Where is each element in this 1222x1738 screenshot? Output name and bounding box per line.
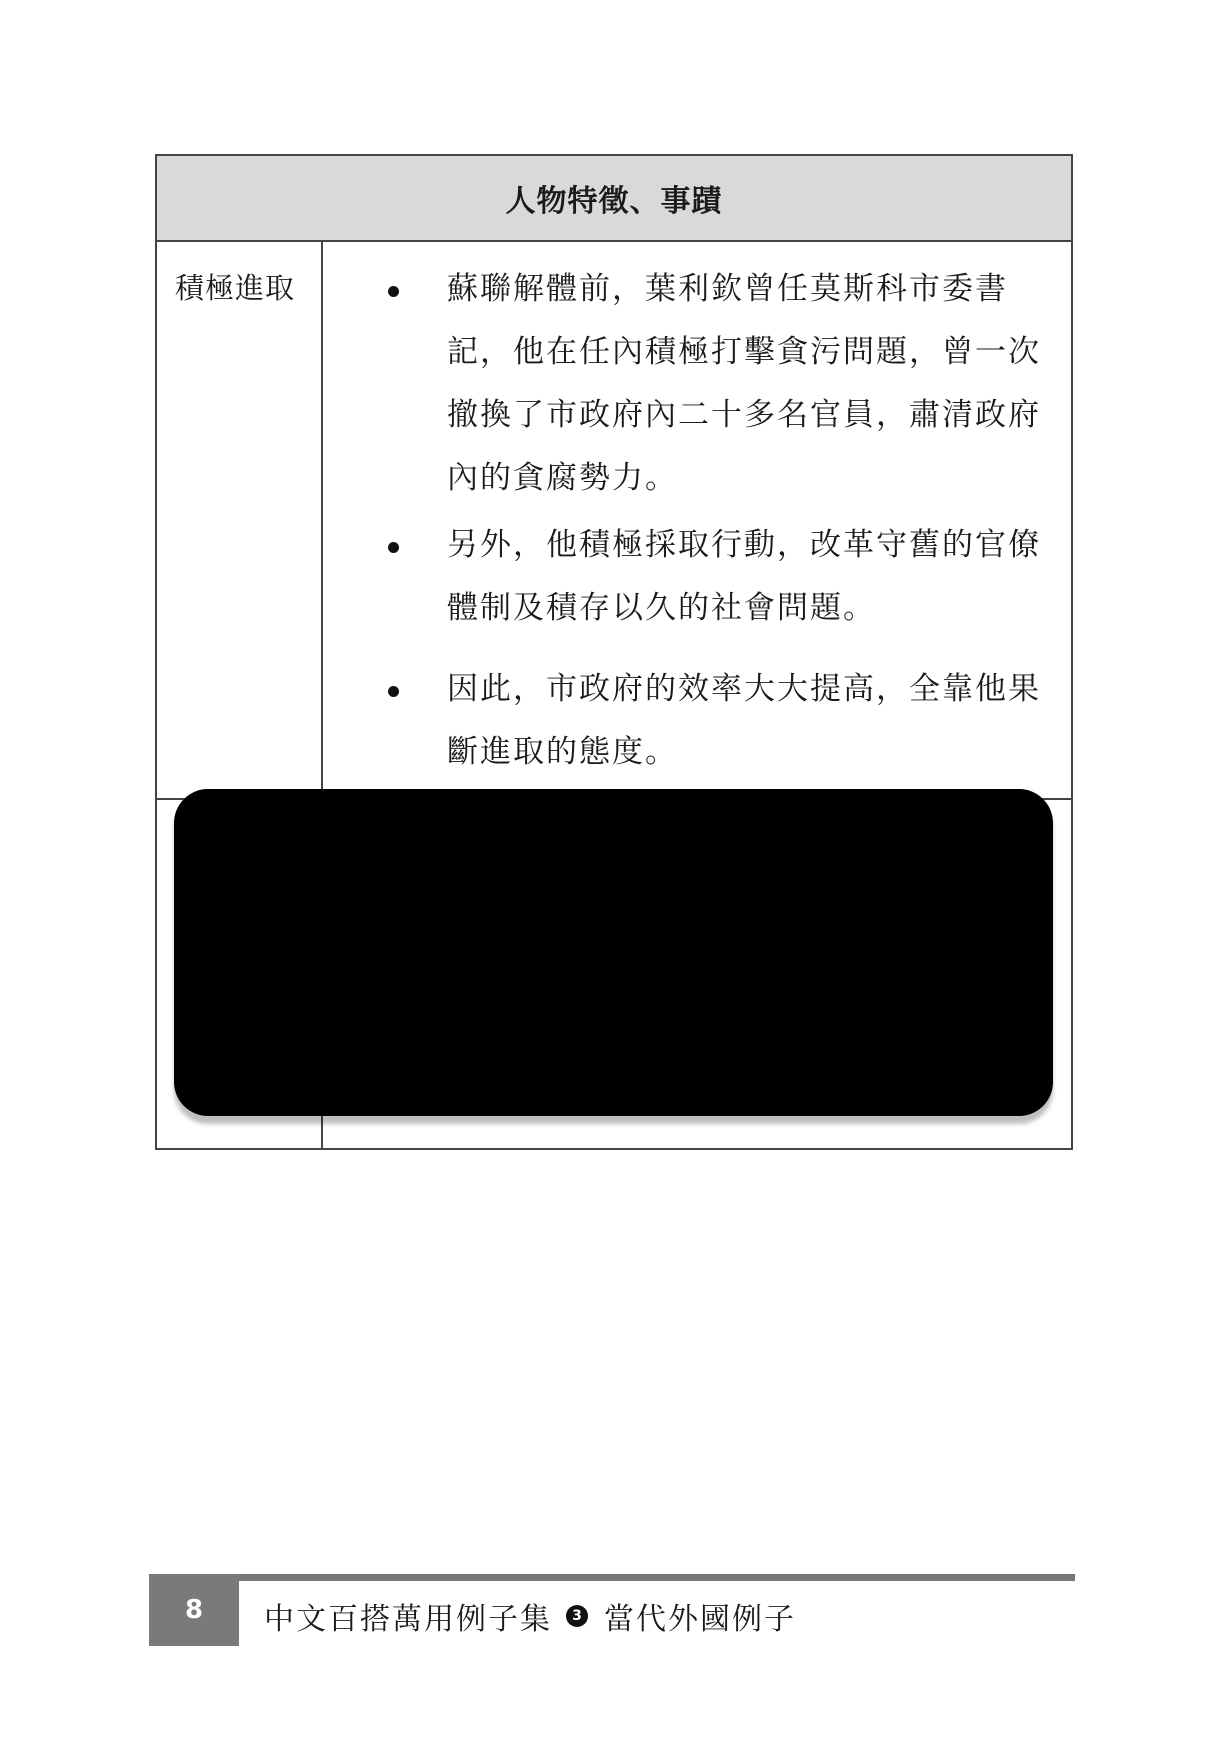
table-header: 人物特徵、事蹟 <box>156 155 1072 241</box>
page-number: 8 <box>149 1574 239 1646</box>
bullet-list <box>369 258 1041 784</box>
list-item <box>369 514 1041 640</box>
redaction-block <box>174 789 1053 1116</box>
bullet-text: 蘇聯解體前，葉利欽曾任莫斯科市委書記，他在任內積極打擊貪污問題，曾一次撤換了市政府內二十多名官員，肅清政府內的貪腐勢力。 <box>447 271 1041 496</box>
bullet-icon <box>388 686 399 697</box>
bullet-text: 因此，市政府的效率大大提高，全靠他果斷進取的態度。 <box>447 671 1041 770</box>
page-footer <box>149 1574 1075 1646</box>
footer-divider <box>239 1574 1075 1581</box>
list-item <box>369 658 1041 784</box>
book-subtitle: 當代外國例子 <box>604 1602 796 1637</box>
list-item <box>369 258 1041 510</box>
bullet-icon <box>388 286 399 297</box>
table-row <box>156 241 1072 799</box>
table-header-row <box>156 155 1072 241</box>
footer-caption <box>264 1594 796 1638</box>
trait-details <box>322 241 1072 799</box>
bullet-icon <box>388 542 399 553</box>
bullet-text: 另外，他積極採取行動，改革守舊的官僚體制及積存以久的社會問題。 <box>447 527 1041 626</box>
trait-label: 積極進取 <box>156 241 322 799</box>
book-title: 中文百搭萬用例子集 <box>264 1602 552 1637</box>
volume-number-badge: 3 <box>566 1605 588 1627</box>
